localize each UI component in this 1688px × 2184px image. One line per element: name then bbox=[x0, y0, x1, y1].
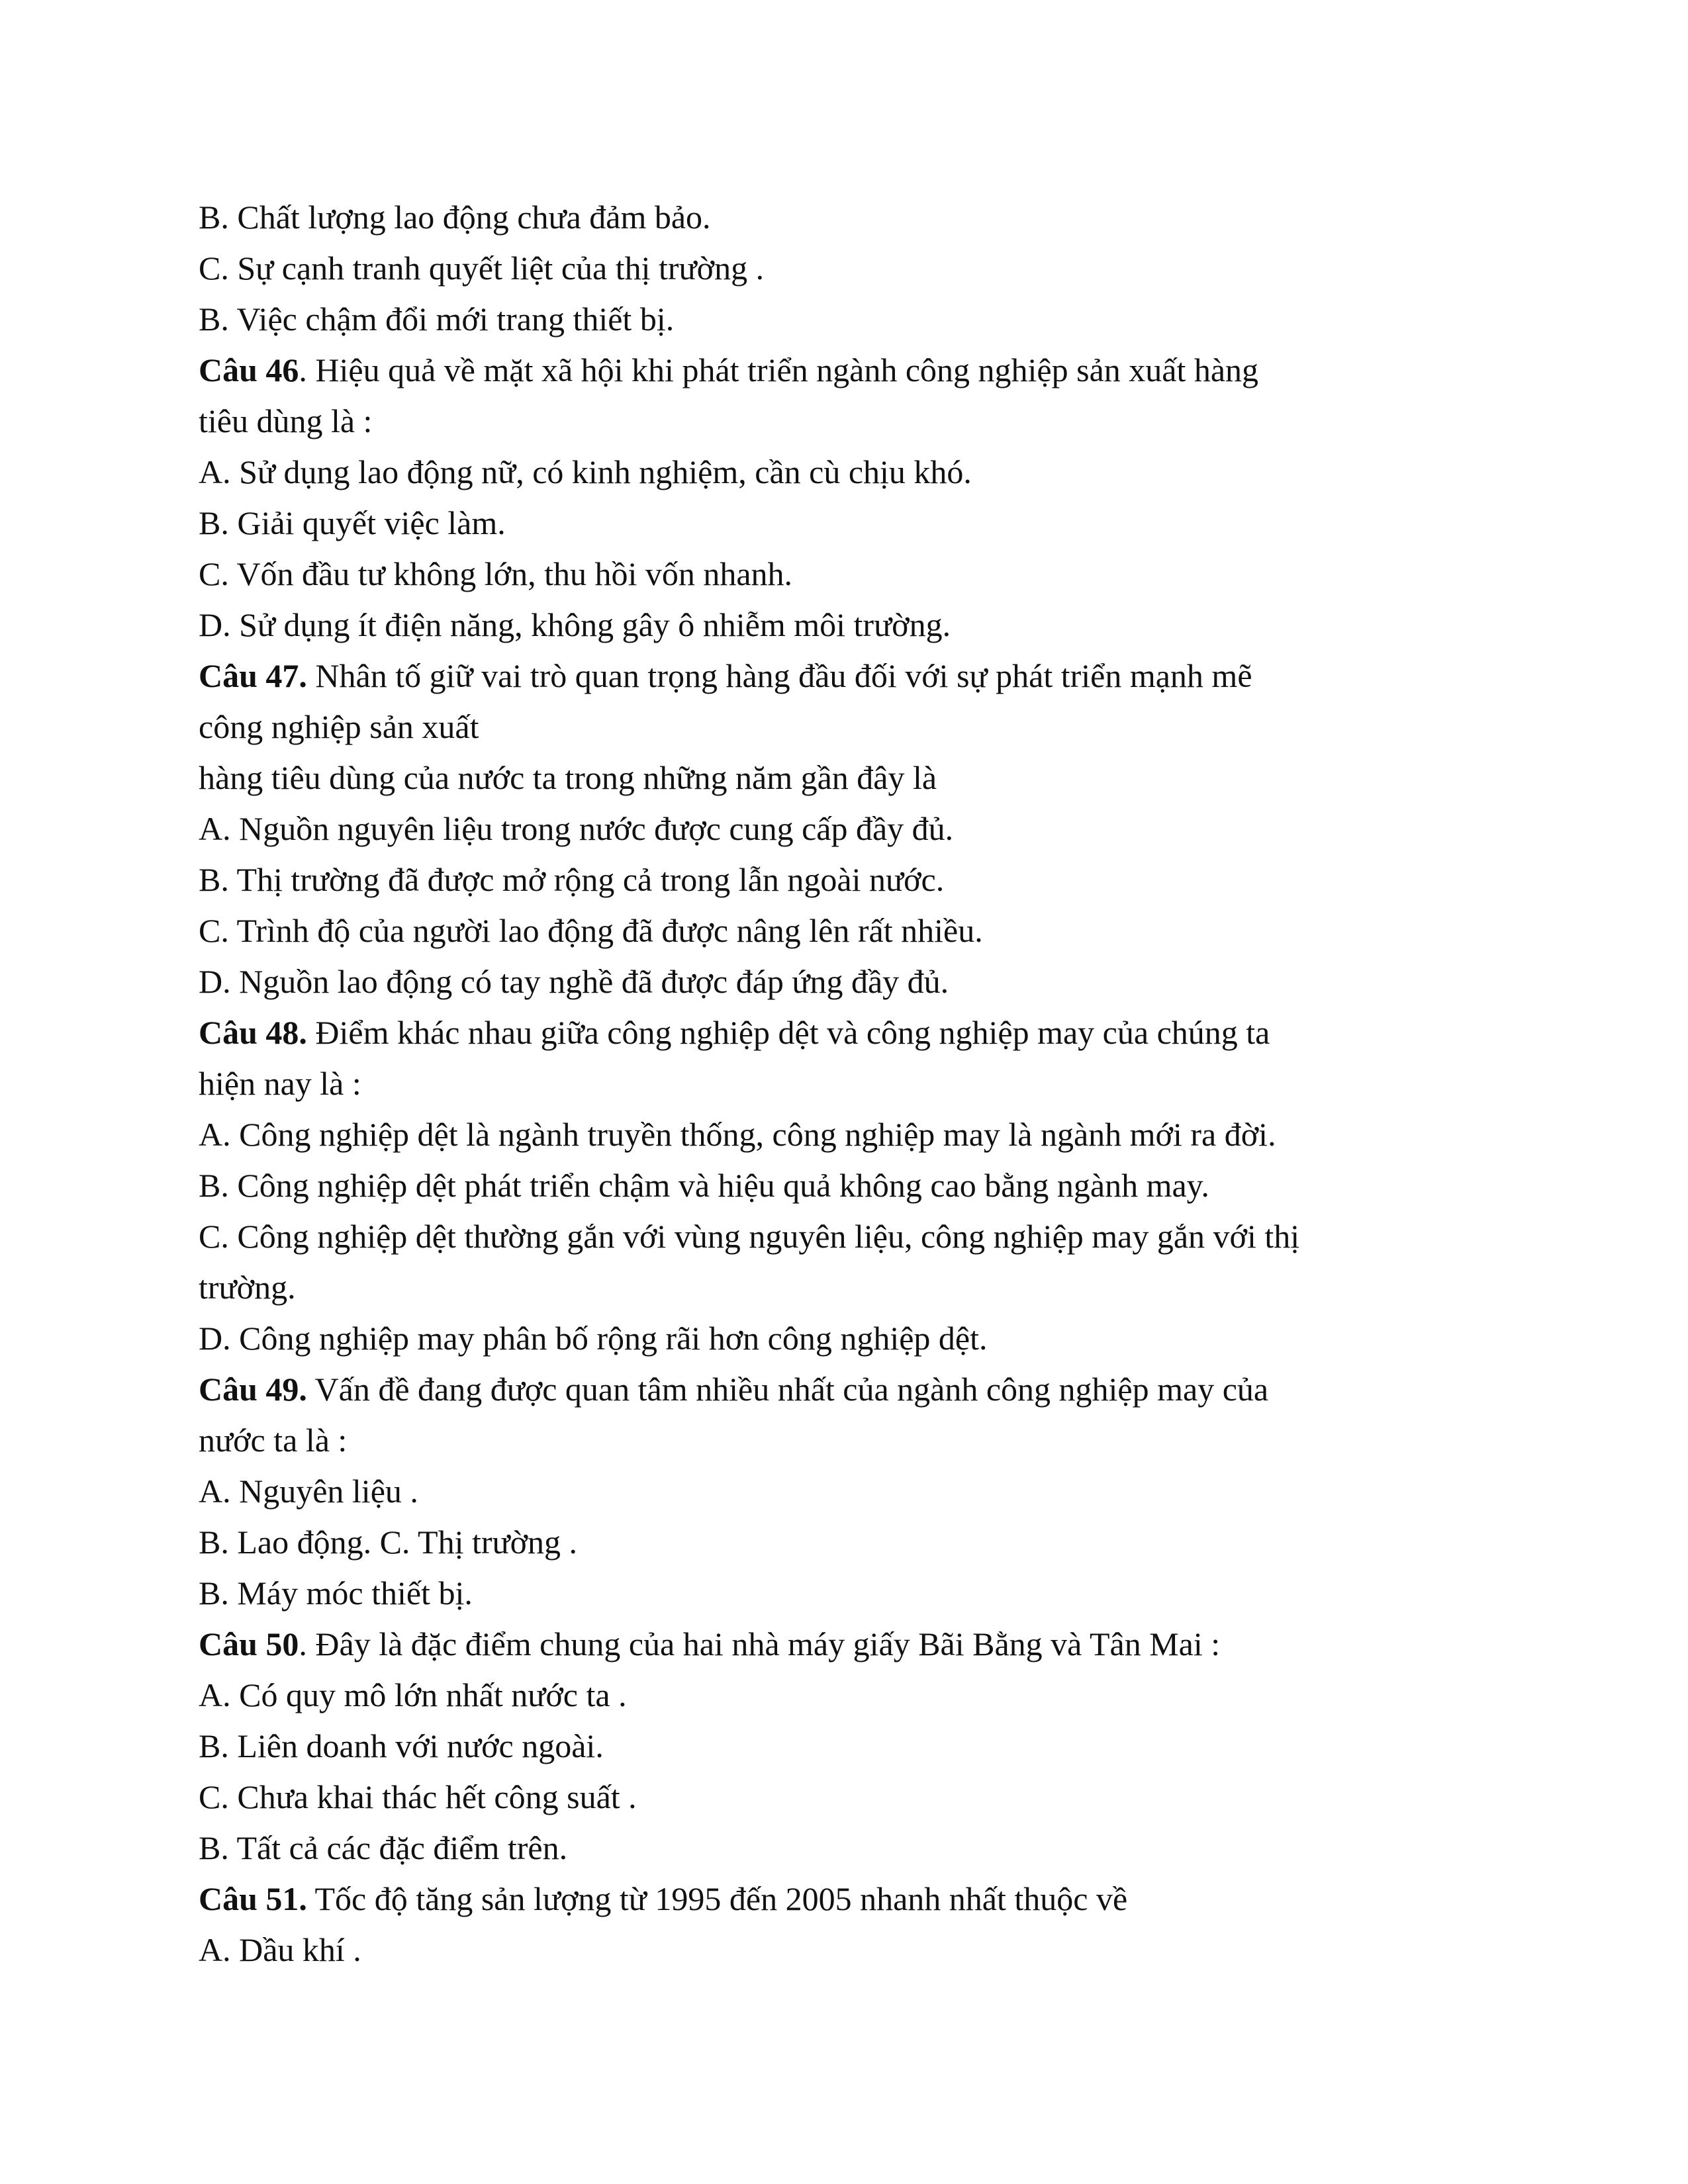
question-46-text: . Hiệu quả về mặt xã hội khi phát triển ngành công nghiệp sản xuất hàng bbox=[299, 351, 1259, 388]
question-48-option-c-cont: trường. bbox=[199, 1269, 296, 1306]
question-48-label: Câu 48. bbox=[199, 1014, 307, 1051]
question-47-option-c: C. Trình độ của người lao động đã được nâng lên rất nhiều. bbox=[199, 912, 983, 949]
question-51-label: Câu 51. bbox=[199, 1880, 307, 1917]
question-50-option-b: B. Liên doanh với nước ngoài. bbox=[199, 1727, 604, 1764]
option-line: B. Việc chậm đổi mới trang thiết bị. bbox=[199, 300, 675, 338]
question-47-option-d: D. Nguồn lao động có tay nghề đã được đáp ứng đầy đủ. bbox=[199, 963, 949, 1000]
question-50-option-c: C. Chưa khai thác hết công suất . bbox=[199, 1778, 637, 1815]
question-47-label: Câu 47. bbox=[199, 657, 307, 694]
question-47-option-b: B. Thị trường đã được mở rộng cả trong lẫn ngoài nước. bbox=[199, 861, 945, 898]
question-51-text: Tốc độ tăng sản lượng từ 1995 đến 2005 nhanh nhất thuộc về bbox=[306, 1880, 1128, 1917]
question-48-text-cont: hiện nay là : bbox=[199, 1065, 361, 1102]
question-47-line bbox=[199, 651, 1496, 702]
question-51-option-a: A. Dầu khí . bbox=[199, 1931, 361, 1968]
question-50-option-d: B. Tất cả các đặc điểm trên. bbox=[199, 1829, 568, 1866]
question-49-label: Câu 49. bbox=[199, 1371, 307, 1408]
question-46-option-d: D. Sử dụng ít điện năng, không gây ô nhiễm môi trường. bbox=[199, 606, 951, 643]
option-line: B. Chất lượng lao động chưa đảm bảo. bbox=[199, 199, 711, 236]
question-48-text: Điểm khác nhau giữa công nghiệp dệt và công nghiệp may của chúng ta bbox=[306, 1014, 1270, 1051]
question-46-line bbox=[199, 345, 1496, 396]
question-47-option-a: A. Nguồn nguyên liệu trong nước được cung cấp đầy đủ. bbox=[199, 810, 954, 847]
option-line: C. Sự cạnh tranh quyết liệt của thị trường . bbox=[199, 250, 765, 287]
question-48-option-d: D. Công nghiệp may phân bố rộng rãi hơn công nghiệp dệt. bbox=[199, 1320, 988, 1357]
question-51-line bbox=[199, 1874, 1496, 1925]
question-46-option-a: A. Sử dụng lao động nữ, có kinh nghiệm, cần cù chịu khó. bbox=[199, 453, 972, 490]
question-47-text-cont: công nghiệp sản xuất bbox=[199, 708, 479, 745]
question-49-text: Vấn đề đang được quan tâm nhiều nhất của ngành công nghiệp may của bbox=[306, 1371, 1269, 1408]
question-46-option-c: C. Vốn đầu tư không lớn, thu hồi vốn nhanh. bbox=[199, 555, 793, 592]
question-50-label: Câu 50 bbox=[199, 1625, 299, 1662]
question-48-option-c: C. Công nghiệp dệt thường gắn với vùng nguyên liệu, công nghiệp may gắn với thị bbox=[199, 1218, 1300, 1255]
question-49-option-b: B. Lao động. C. Thị trường . bbox=[199, 1524, 578, 1561]
question-50-text: . Đây là đặc điểm chung của hai nhà máy giấy Bãi Bằng và Tân Mai : bbox=[299, 1625, 1221, 1662]
question-50-option-a: A. Có quy mô lớn nhất nước ta . bbox=[199, 1676, 627, 1713]
question-49-text-cont: nước ta là : bbox=[199, 1422, 348, 1459]
question-47-text-cont: hàng tiêu dùng của nước ta trong những năm gần đây là bbox=[199, 759, 937, 796]
question-49-option-a: A. Nguyên liệu . bbox=[199, 1473, 418, 1510]
question-50-line bbox=[199, 1619, 1496, 1670]
question-46-text-cont: tiêu dùng là : bbox=[199, 402, 373, 439]
question-46-label: Câu 46 bbox=[199, 351, 299, 388]
question-48-option-b: B. Công nghiệp dệt phát triển chậm và hiệu quả không cao bằng ngành may. bbox=[199, 1167, 1209, 1204]
question-48-line bbox=[199, 1007, 1496, 1058]
question-49-line bbox=[199, 1364, 1496, 1415]
question-48-option-a: A. Công nghiệp dệt là ngành truyền thống, công nghiệp may là ngành mới ra đời. bbox=[199, 1116, 1276, 1153]
document-page bbox=[199, 192, 1496, 1976]
question-46-option-b: B. Giải quyết việc làm. bbox=[199, 504, 506, 541]
question-47-text: Nhân tố giữ vai trò quan trọng hàng đầu đối với sự phát triển mạnh mẽ bbox=[306, 657, 1252, 694]
question-49-option-c: B. Máy móc thiết bị. bbox=[199, 1574, 473, 1612]
